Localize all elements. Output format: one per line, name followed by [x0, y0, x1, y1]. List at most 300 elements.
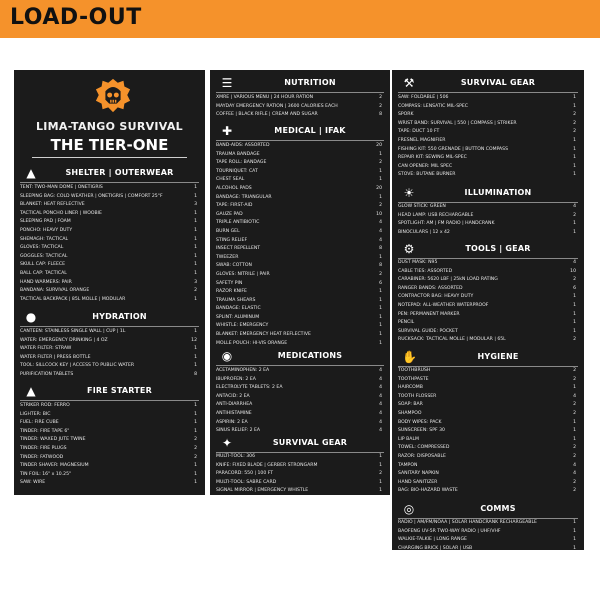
item-name: HAND WARMERS: PAIR	[20, 279, 72, 285]
list-item	[398, 137, 578, 146]
list-item	[398, 376, 578, 385]
list-item	[20, 471, 199, 480]
item-name: GAUZE PAD	[216, 211, 243, 217]
list-item	[398, 419, 578, 428]
list-item	[216, 322, 384, 331]
divider	[216, 92, 384, 93]
list-item	[398, 367, 578, 376]
list-item	[216, 176, 384, 185]
item-name: TWEEZER	[216, 254, 239, 260]
item-quantity: 4	[573, 204, 576, 209]
item-name: WHISTLE: EMERGENCY	[216, 323, 269, 329]
item-quantity: 2	[194, 454, 197, 460]
list-item	[20, 244, 199, 253]
item-name: TAPE: FIRST-AID	[216, 203, 253, 209]
item-name: BURN GEL	[216, 228, 240, 234]
list-item	[20, 270, 199, 279]
item-quantity: 1	[379, 314, 382, 320]
item-quantity: 3	[194, 202, 197, 208]
item-name: PENCIL	[398, 320, 415, 326]
item-name: DUST MASK: N95	[398, 260, 438, 265]
list-item	[216, 487, 384, 496]
item-quantity: 1	[573, 294, 576, 300]
item-name: TENT: TWO-MAN DOME | ONETIGRIS	[20, 185, 103, 190]
list-item	[216, 410, 384, 419]
item-quantity: 8	[379, 112, 382, 118]
list-item	[398, 393, 578, 402]
medical-list	[216, 142, 384, 348]
item-quantity: 1	[573, 537, 576, 543]
item-quantity: 4	[573, 393, 576, 399]
item-name: LIGHTER: BIC	[20, 411, 51, 417]
list-item	[20, 261, 199, 270]
item-name: GOGGLES: TACTICAL	[20, 253, 68, 259]
list-item	[398, 545, 578, 554]
list-item	[20, 227, 199, 236]
item-name: NOTEPAD: ALL-WEATHER WATERPROOF	[398, 302, 489, 308]
medical-cross-icon: ✚	[221, 124, 233, 138]
item-quantity: 1	[194, 363, 197, 369]
item-quantity: 1	[194, 193, 197, 199]
list-item	[216, 111, 384, 120]
item-name: REPAIR KIT: SEWING MIL-SPEC	[398, 155, 467, 161]
item-name: LIP BALM	[398, 436, 419, 442]
item-name: MAYDAY EMERGENCY RATION | 3600 CALORIES EACH	[216, 103, 338, 109]
item-quantity: 12	[191, 337, 197, 343]
item-quantity: 4	[379, 228, 382, 234]
item-quantity: 1	[379, 168, 382, 174]
item-name: GLOVES: TACTICAL	[20, 245, 64, 251]
list-item	[216, 202, 384, 211]
hand-wash-icon: ✋	[402, 350, 417, 364]
list-item	[20, 436, 199, 445]
item-name: INSECT REPELLENT	[216, 246, 261, 252]
item-name: TOURNIQUET: CAT	[216, 168, 258, 174]
list-item	[216, 305, 384, 314]
item-quantity: 1	[194, 227, 197, 233]
section-header-tools: ⚙ TOOLS | GEAR	[403, 242, 531, 256]
list-item	[398, 146, 578, 155]
item-quantity: 2	[573, 112, 576, 118]
item-quantity: 4	[379, 237, 382, 243]
shelter-list	[20, 184, 199, 304]
brand-name: LIMA-TANGO SURVIVAL	[35, 120, 183, 133]
item-quantity: 1	[573, 311, 576, 317]
item-quantity: 4	[573, 462, 576, 468]
list-item	[216, 94, 384, 103]
item-quantity: 1	[379, 340, 382, 346]
list-item	[398, 163, 578, 172]
section-header-comms: ◎ COMMS	[403, 502, 516, 516]
list-item	[398, 171, 578, 180]
list-item	[216, 194, 384, 203]
panel-left	[14, 70, 205, 495]
header-banner	[0, 0, 600, 38]
list-item	[216, 470, 384, 479]
list-item	[398, 203, 578, 212]
item-quantity: 1	[194, 236, 197, 242]
item-quantity: 1	[379, 323, 382, 329]
list-item	[398, 302, 578, 311]
item-name: FISHING KIT: 550 GRENADE | BUTTON COMPASS	[398, 146, 509, 152]
item-name: WRIST BAND: SURVIVAL | 550 | COMPASS | STRIKER	[398, 120, 517, 126]
item-name: ACETAMINOPHEN: 2 EA	[216, 368, 270, 373]
item-name: BINOCULARS | 12 x 42	[398, 229, 450, 235]
item-quantity: 2	[573, 212, 576, 218]
item-quantity: 2	[573, 479, 576, 485]
section-header-nutrition: ☰ NUTRITION	[221, 76, 336, 90]
list-item	[398, 103, 578, 112]
item-quantity: 1	[379, 254, 382, 260]
utensils-icon: ☰	[221, 76, 233, 90]
item-quantity: 6	[379, 280, 382, 286]
section-header-survival-gear-2: ⚒ SURVIVAL GEAR	[403, 76, 536, 90]
list-item	[216, 228, 384, 237]
item-name: SLEEPING PAD | FOAM	[20, 219, 71, 225]
item-quantity: 4	[573, 471, 576, 477]
list-item	[216, 142, 384, 151]
item-quantity: 1	[573, 328, 576, 334]
list-item	[398, 285, 578, 294]
item-name: COFFEE | BLACK RIFLE | CREAM AND SUGAR	[216, 112, 318, 118]
item-name: TACTICAL PONCHO LINER | WOOBIE	[20, 210, 102, 216]
illumination-list	[398, 203, 578, 237]
item-name: ANTI-DIARRHEA	[216, 402, 253, 408]
item-name: SOAP: BAR	[398, 402, 423, 408]
item-quantity: 1	[379, 479, 382, 485]
item-quantity: 2	[194, 445, 197, 451]
item-quantity: 1	[573, 146, 576, 152]
section-header-medical: ✚ MEDICAL | IFAK	[221, 124, 346, 138]
item-quantity: 2	[573, 453, 576, 459]
item-name: RAZOR: DISPOSABLE	[398, 453, 446, 459]
item-quantity: 1	[194, 185, 197, 190]
item-name: SUNSCREEN: SPF 30	[398, 428, 445, 434]
list-item	[20, 236, 199, 245]
comms-list	[398, 519, 578, 553]
item-quantity: 2	[573, 445, 576, 451]
item-name: MULTI-TOOL: SABRE CARD	[216, 479, 277, 485]
item-name: BAG: BIO-HAZARD WASTE	[398, 488, 458, 494]
flame-icon: ▲	[26, 384, 36, 398]
item-name: HAND SANITIZER	[398, 479, 438, 485]
item-quantity: 1	[573, 172, 576, 178]
list-item	[216, 340, 384, 349]
list-item	[216, 331, 384, 340]
list-item	[398, 328, 578, 337]
list-item	[398, 128, 578, 137]
item-quantity: 1	[379, 488, 382, 494]
item-name: COMPASS: LENSATIC MIL-SPEC	[398, 103, 469, 109]
item-name: SKULL CAP: FLEECE	[20, 262, 65, 268]
item-quantity: 1	[194, 270, 197, 276]
list-item	[398, 336, 578, 345]
list-item	[216, 376, 384, 385]
item-quantity: 1	[573, 436, 576, 442]
list-item	[398, 436, 578, 445]
item-name: BANDANA: SURVIVAL ORANGE	[20, 288, 90, 294]
item-name: SANITARY NAPKIN	[398, 471, 439, 477]
list-item	[216, 280, 384, 289]
item-name: TAPE: DUCT 10 FT	[398, 129, 440, 135]
list-item	[398, 479, 578, 488]
item-name: TAMPON	[398, 462, 418, 468]
section-header-shelter: ▲ SHELTER | OUTERWEAR	[18, 166, 201, 180]
list-item	[20, 296, 199, 305]
gear-icon: ⚙	[403, 242, 415, 256]
item-quantity: 2	[573, 277, 576, 283]
list-item	[398, 536, 578, 545]
item-name: ASPIRIN: 2 EA	[216, 419, 248, 425]
list-item	[398, 410, 578, 419]
item-quantity: 1	[379, 462, 382, 468]
list-item	[20, 345, 199, 354]
item-quantity: 1	[573, 385, 576, 391]
nutrition-list	[216, 94, 384, 120]
item-quantity: 2	[573, 129, 576, 135]
item-name: HAIRCOMB	[398, 385, 423, 391]
item-quantity: 2	[573, 402, 576, 408]
item-name: SWAB: COTTON	[216, 263, 252, 269]
panel-right	[392, 70, 584, 550]
item-quantity: 1	[194, 262, 197, 268]
list-item	[20, 371, 199, 380]
divider	[20, 400, 199, 401]
list-item	[216, 367, 384, 376]
item-quantity: 2	[379, 95, 382, 100]
item-quantity: 4	[379, 220, 382, 226]
list-item	[20, 362, 199, 371]
item-quantity: 2	[379, 203, 382, 209]
list-item	[216, 288, 384, 297]
item-name: GLOW STICK: GREEN	[398, 204, 446, 209]
item-name: TINDER SHAVER: MAGNESIUM	[20, 463, 89, 469]
item-name: BAOFENG UV-5R TWO-WAY RADIO | UHF/VHF	[398, 528, 501, 534]
item-name: MULTI-TOOL: 306	[216, 454, 256, 459]
list-item	[20, 419, 199, 428]
item-name: CANTEEN: STAINLESS SINGLE WALL | CUP | 1L	[20, 329, 126, 334]
item-quantity: 4	[379, 385, 382, 391]
item-name: TACTICAL BACKPACK | 85L MOLLE | MODULAR	[20, 296, 126, 302]
brand-subtitle: THE TIER-ONE	[50, 136, 169, 154]
item-quantity: 1	[573, 302, 576, 308]
item-quantity: 20	[376, 143, 382, 148]
item-quantity: 1	[194, 245, 197, 251]
item-quantity: 4	[379, 376, 382, 382]
item-name: SHEMAGH: TACTICAL	[20, 236, 69, 242]
item-name: IBUPROFEN: 2 EA	[216, 376, 256, 382]
item-quantity: 1	[379, 177, 382, 183]
list-item	[216, 427, 384, 436]
list-item	[398, 212, 578, 221]
list-item	[216, 271, 384, 280]
item-quantity: 1	[573, 545, 576, 551]
item-name: FRESNEL MAGNIFIER	[398, 137, 446, 143]
item-quantity: 1	[573, 95, 576, 100]
item-name: XMRE | VARIOUS MENU | 24 HOUR RATION	[216, 95, 314, 100]
item-quantity: 2	[573, 368, 576, 373]
item-quantity: 4	[379, 393, 382, 399]
item-quantity: 1	[194, 411, 197, 417]
item-quantity: 1	[194, 219, 197, 225]
item-quantity: 2	[573, 410, 576, 416]
item-name: WALKIE-TALKIE | LONG RANGE	[398, 537, 467, 543]
item-name: TINDER: WAXED JUTE TWINE	[20, 437, 86, 443]
list-item	[216, 453, 384, 462]
item-name: WATER: EMERGENCY DRINKING | 4 OZ	[20, 337, 108, 343]
list-item	[216, 479, 384, 488]
list-item	[20, 454, 199, 463]
list-item	[398, 268, 578, 277]
item-quantity: 1	[379, 332, 382, 338]
list-item	[20, 253, 199, 262]
item-quantity: 1	[194, 471, 197, 477]
list-item	[20, 210, 199, 219]
item-quantity: 4	[573, 260, 576, 265]
page-title: LOAD-OUT	[10, 5, 142, 30]
section-header-hygiene: ✋ HYGIENE	[402, 350, 519, 364]
list-item	[216, 419, 384, 428]
list-item	[216, 314, 384, 323]
hygiene-list	[398, 367, 578, 496]
item-quantity: 1	[379, 306, 382, 312]
list-item	[398, 120, 578, 129]
item-quantity: 4	[379, 428, 382, 434]
survival-gear-list	[216, 453, 384, 496]
divider	[20, 182, 199, 183]
item-name: PURIFICATION TABLETS	[20, 371, 74, 377]
item-quantity: 8	[379, 246, 382, 252]
list-item	[398, 311, 578, 320]
list-item	[20, 428, 199, 437]
item-name: RANGER BANDS: ASSORTED	[398, 285, 463, 291]
item-quantity: 1	[379, 194, 382, 200]
item-name: PEN: PERMANENT MARKER	[398, 311, 460, 317]
item-name: SLEEPING BAG: COLD WEATHER | ONETIGRIS | COMFORT 25°F	[20, 193, 163, 199]
list-item	[398, 462, 578, 471]
list-item	[216, 262, 384, 271]
list-item	[20, 287, 199, 296]
radio-signal-icon: ◎	[403, 502, 415, 516]
item-quantity: 1	[194, 403, 197, 408]
tent-icon: ▲	[26, 166, 36, 180]
item-quantity: 2	[573, 376, 576, 382]
list-item	[398, 444, 578, 453]
item-name: FUEL: FIRE CUBE	[20, 420, 59, 426]
list-item	[216, 254, 384, 263]
item-name: RADIO | AM/FM/NOAA | SOLAR HANDCRANK RECHARGEABLE	[398, 520, 537, 525]
item-name: CABLE TIES: ASSORTED	[398, 268, 453, 274]
item-name: SPLINT: ALUMINUM	[216, 314, 260, 320]
item-name: PARACORD: 550 | 100 FT	[216, 471, 274, 477]
section-header-medications: ◉ MEDICATIONS	[221, 349, 343, 363]
item-name: WATER FILTER | PRESS BOTTLE	[20, 354, 91, 360]
list-item	[20, 337, 199, 346]
item-quantity: 3	[194, 279, 197, 285]
item-quantity: 1	[379, 289, 382, 295]
list-item	[216, 245, 384, 254]
list-item	[20, 193, 199, 202]
item-quantity: 8	[379, 263, 382, 269]
section-header-survival-gear-1: ✦ SURVIVAL GEAR	[221, 436, 348, 450]
divider	[216, 365, 384, 366]
item-name: TINDER: FATWOOD	[20, 454, 64, 460]
item-name: ANTIHISTAMINE	[216, 410, 252, 416]
list-item	[216, 237, 384, 246]
list-item	[216, 393, 384, 402]
item-quantity: 4	[379, 410, 382, 416]
item-quantity: 2	[379, 160, 382, 166]
item-name: TRAUMA BANDAGE	[216, 151, 260, 157]
item-name: BAND-AIDS: ASSORTED	[216, 143, 270, 148]
item-quantity: 8	[194, 371, 197, 377]
section-header-illumination: ☀ ILLUMINATION	[403, 186, 532, 200]
item-name: RAZOR KNIFE	[216, 289, 247, 295]
item-name: KNIFE: FIXED BLADE | GERBER STRONGARM	[216, 462, 318, 468]
item-quantity: 4	[379, 368, 382, 373]
item-quantity: 1	[379, 454, 382, 459]
knife-icon: ✦	[221, 436, 233, 450]
item-name: BLANKET: HEAT REFLECTIVE	[20, 202, 85, 208]
item-quantity: 1	[194, 354, 197, 360]
item-name: WATER FILTER: STRAW	[20, 346, 72, 352]
divider	[32, 157, 187, 158]
item-quantity: 1	[379, 151, 382, 157]
list-item	[20, 445, 199, 454]
bulb-icon: ☀	[403, 186, 415, 200]
hydration-list	[20, 328, 199, 380]
list-item	[216, 159, 384, 168]
item-name: BLANKET: EMERGENCY HEAT REFLECTIVE	[216, 332, 311, 338]
item-quantity: 1	[573, 520, 576, 525]
item-quantity: 1	[573, 103, 576, 109]
divider	[398, 92, 578, 93]
item-quantity: 2	[573, 120, 576, 126]
survival-gear-list	[398, 94, 578, 180]
item-quantity: 2	[573, 337, 576, 343]
item-name: TIN FOIL: 16" x 10.25"	[20, 471, 72, 477]
item-quantity: 1	[194, 480, 197, 486]
item-quantity: 2	[379, 103, 382, 109]
item-quantity: 1	[194, 210, 197, 216]
item-quantity: 2	[573, 488, 576, 494]
list-item	[20, 411, 199, 420]
list-item	[20, 354, 199, 363]
list-item	[216, 384, 384, 393]
list-item	[216, 462, 384, 471]
item-name: BANDAGE: TRIANGULAR	[216, 194, 272, 200]
medications-list	[216, 367, 384, 436]
list-item	[216, 185, 384, 194]
list-item	[398, 470, 578, 479]
item-name: STRIKER ROD: FERRO	[20, 403, 70, 408]
item-name: BALL CAP: TACTICAL	[20, 270, 67, 276]
item-name: SAFETY PIN	[216, 280, 243, 286]
item-quantity: 1	[194, 296, 197, 302]
list-item	[216, 219, 384, 228]
item-quantity: 2	[194, 437, 197, 443]
fire-list	[20, 402, 199, 488]
item-name: TRIPLE ANTIBIOTIC	[216, 220, 260, 226]
item-quantity: 2	[379, 271, 382, 277]
item-quantity: 1	[379, 297, 382, 303]
item-name: CHARGING BRICK | SOLAR | USB	[398, 545, 473, 551]
list-item	[398, 528, 578, 537]
item-quantity: 1	[194, 329, 197, 334]
item-quantity: 20	[376, 185, 382, 191]
list-item	[216, 401, 384, 410]
list-item	[398, 220, 578, 229]
